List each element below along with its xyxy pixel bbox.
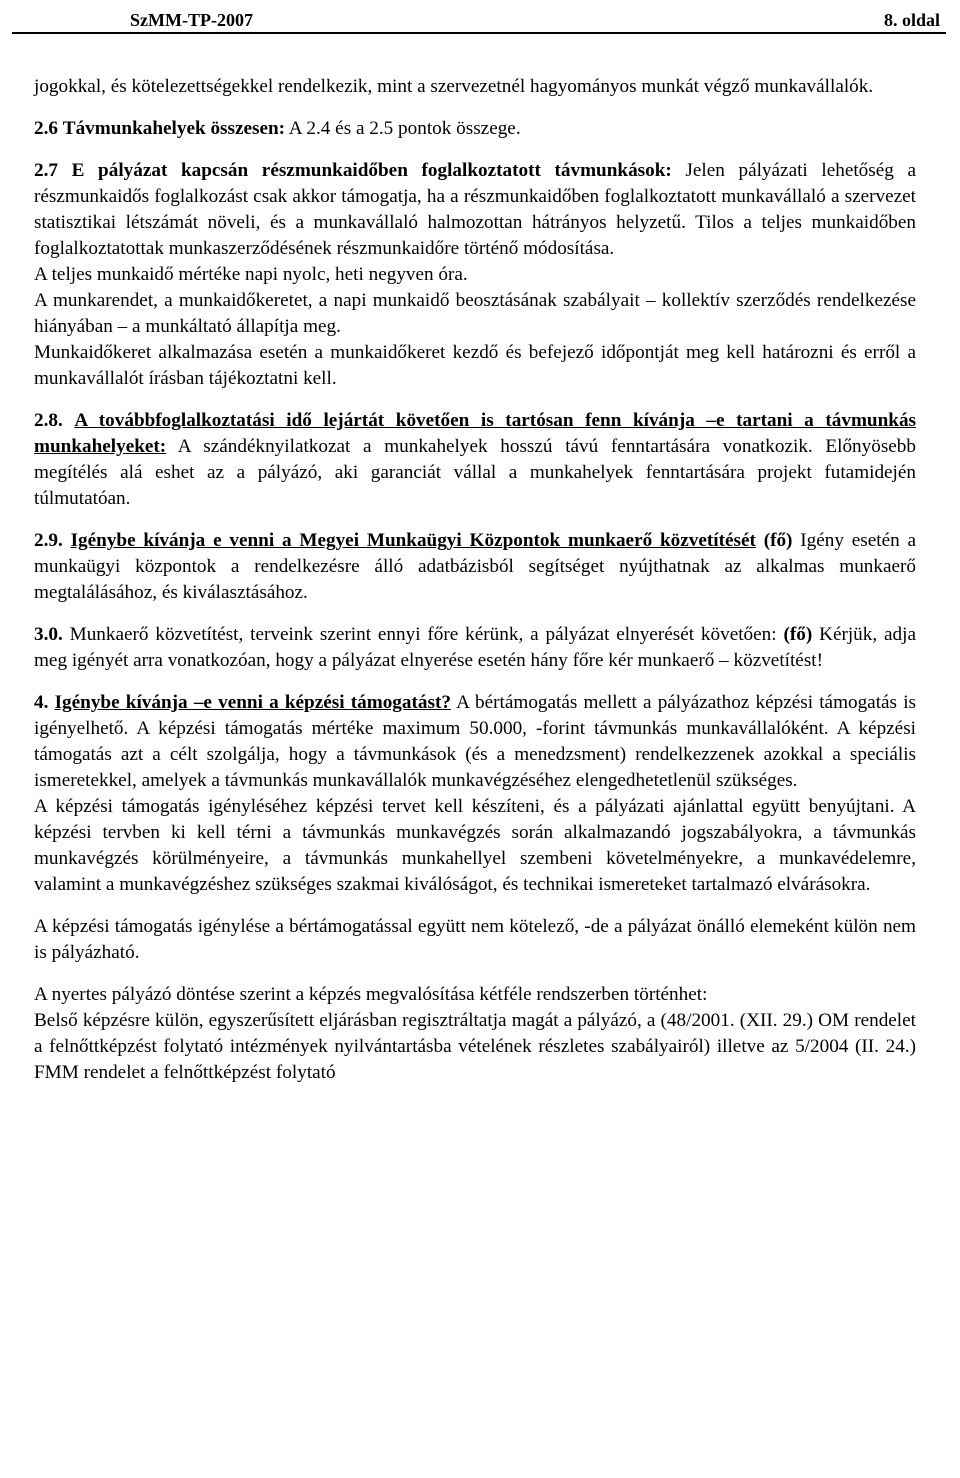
section-text: A bértámogatás mellett a pályázathoz képzési támogatás is igényelhető. A képzési támogatás mértéke maximum 50.000, -forint távmunkás munkavállalóként. A képzési támogatás azt a célt szolgálja, hogy a távmunkások (és a menedzsment) rendelkezzenek azokkal a speciális ismeretekkel, amelyek a távmunkás munkavállalók munkavégzéséhez elengedhetetlenül szükséges.	[34, 692, 916, 791]
section-text: Igény esetén a munkaügyi központok a rendelkezésre álló adatbázisból segítséget nyújthatnak az alkalmas munkaerő megtalálásához, és kiválasztásához.	[34, 530, 917, 603]
section-2-8	[34, 408, 916, 512]
section-number: 2.8.	[34, 410, 63, 431]
section-4	[34, 690, 916, 794]
section-number: 2.6	[34, 118, 58, 139]
paragraph: A munkarendet, a munkaidőkeretet, a napi munkaidő beosztásának szabályait – kollektív szerződés rendelkezése hiányában – a munkáltató állapítja meg.	[34, 290, 916, 337]
paragraph: A képzési támogatás igényléséhez képzési tervet kell készíteni, és a pályázati ajánlattal együtt benyújtani. A képzési tervben ki kell térni a távmunkás munkavégzés során alkalmazandó jogszabályokra, a távmunkás munkavégzés körülményeire, a távmunkás munkahellyel szembeni követelményekre, a munkavédelemre, valamint a munkavégzéshez szükséges szakmai kiválóságot, és technikai ismereteket tartalmazó elvárásokra.	[34, 796, 916, 895]
section-text: Kérjük, adja meg igényét arra vonatkozóan, hogy a pályázat elnyerése esetén hány főre kér munkaerő – közvetítést!	[34, 624, 916, 671]
unit-label: (fő)	[763, 530, 793, 551]
unit-label: (fő)	[783, 624, 813, 645]
section-3-0	[34, 622, 916, 674]
paragraph-continuation: jogokkal, és kötelezettségekkel rendelkezik, mint a szervezetnél hagyományos munkát végző munkavállalók.	[34, 76, 874, 97]
document-body	[34, 74, 916, 1086]
paragraph: A teljes munkaidő mértéke napi nyolc, heti negyven óra.	[34, 264, 468, 285]
document-code: SzMM-TP-2007	[130, 10, 253, 30]
page-number: 8. oldal	[883, 10, 940, 30]
section-number: 2.7	[34, 160, 58, 181]
section-text: Munkaerő közvetítést, terveink szerint ennyi főre kérünk, a pályázat elnyerését követően:	[62, 624, 784, 645]
section-text: A 2.4 és a 2.5 pontok összege.	[285, 118, 521, 139]
section-2-7	[34, 158, 916, 262]
section-title: E pályázat kapcsán részmunkaidőben foglalkoztatott távmunkások:	[71, 160, 672, 181]
paragraph: Belső képzésre külön, egyszerűsített eljárásban regisztráltatja magát a pályázó, a (48/2001. (XII. 29.) OM rendelet a felnőttképzést folytató intézmények nyilvántartásba vételének részletes szabályairól) illetve az 5/2004 (II. 24.) FMM rendelet a felnőttképzést folytató	[34, 1010, 916, 1083]
section-text: A szándéknyilatkozat a munkahelyek hosszú távú fenntartására vonatkozik. Előnyösebb megítélés alá eshet az a pályázó, aki garanciát vállal a munkahelyek fenntartására projekt futamidején túlmutatóan.	[34, 436, 916, 509]
section-title: A továbbfoglalkoztatási idő lejártát követően is tartósan fenn kívánja –e tartani a távmunkás munkahelyeket:	[34, 410, 917, 457]
section-text: Jelen pályázati lehetőség a részmunkaidős foglalkozást csak akkor támogatja, ha a részmunkaidőben foglalkoztatott munkavállaló a szervezet statisztikai létszámát növeli, és a munkavállaló halmozottan hátrányos helyzetű. Tilos a teljes munkaidőben foglalkoztatottak munkaszerződésének részmunkaidőre történő módosítása.	[34, 160, 916, 259]
section-number: 2.9.	[34, 530, 63, 551]
section-title: Igénybe kívánja –e venni a képzési támogatást?	[54, 692, 451, 713]
page-header	[12, 4, 946, 34]
section-2-6	[34, 116, 916, 142]
section-title: Igénybe kívánja e venni a Megyei Munkaügyi Központok munkaerő közvetítését	[70, 530, 756, 551]
paragraph: A képzési támogatás igénylése a bértámogatással együtt nem kötelező, -de a pályázat önálló elemeként külön nem is pályázható.	[34, 916, 916, 963]
section-number: 4.	[34, 692, 49, 713]
section-number: 3.0.	[34, 624, 63, 645]
paragraph: A nyertes pályázó döntése szerint a képzés megvalósítása kétféle rendszerben történhet:	[34, 984, 708, 1005]
section-2-9	[34, 528, 916, 606]
section-title: Távmunkahelyek összesen:	[62, 118, 286, 139]
paragraph: Munkaidőkeret alkalmazása esetén a munkaidőkeret kezdő és befejező időpontját meg kell határozni és erről a munkavállalót írásban tájékoztatni kell.	[34, 342, 916, 389]
